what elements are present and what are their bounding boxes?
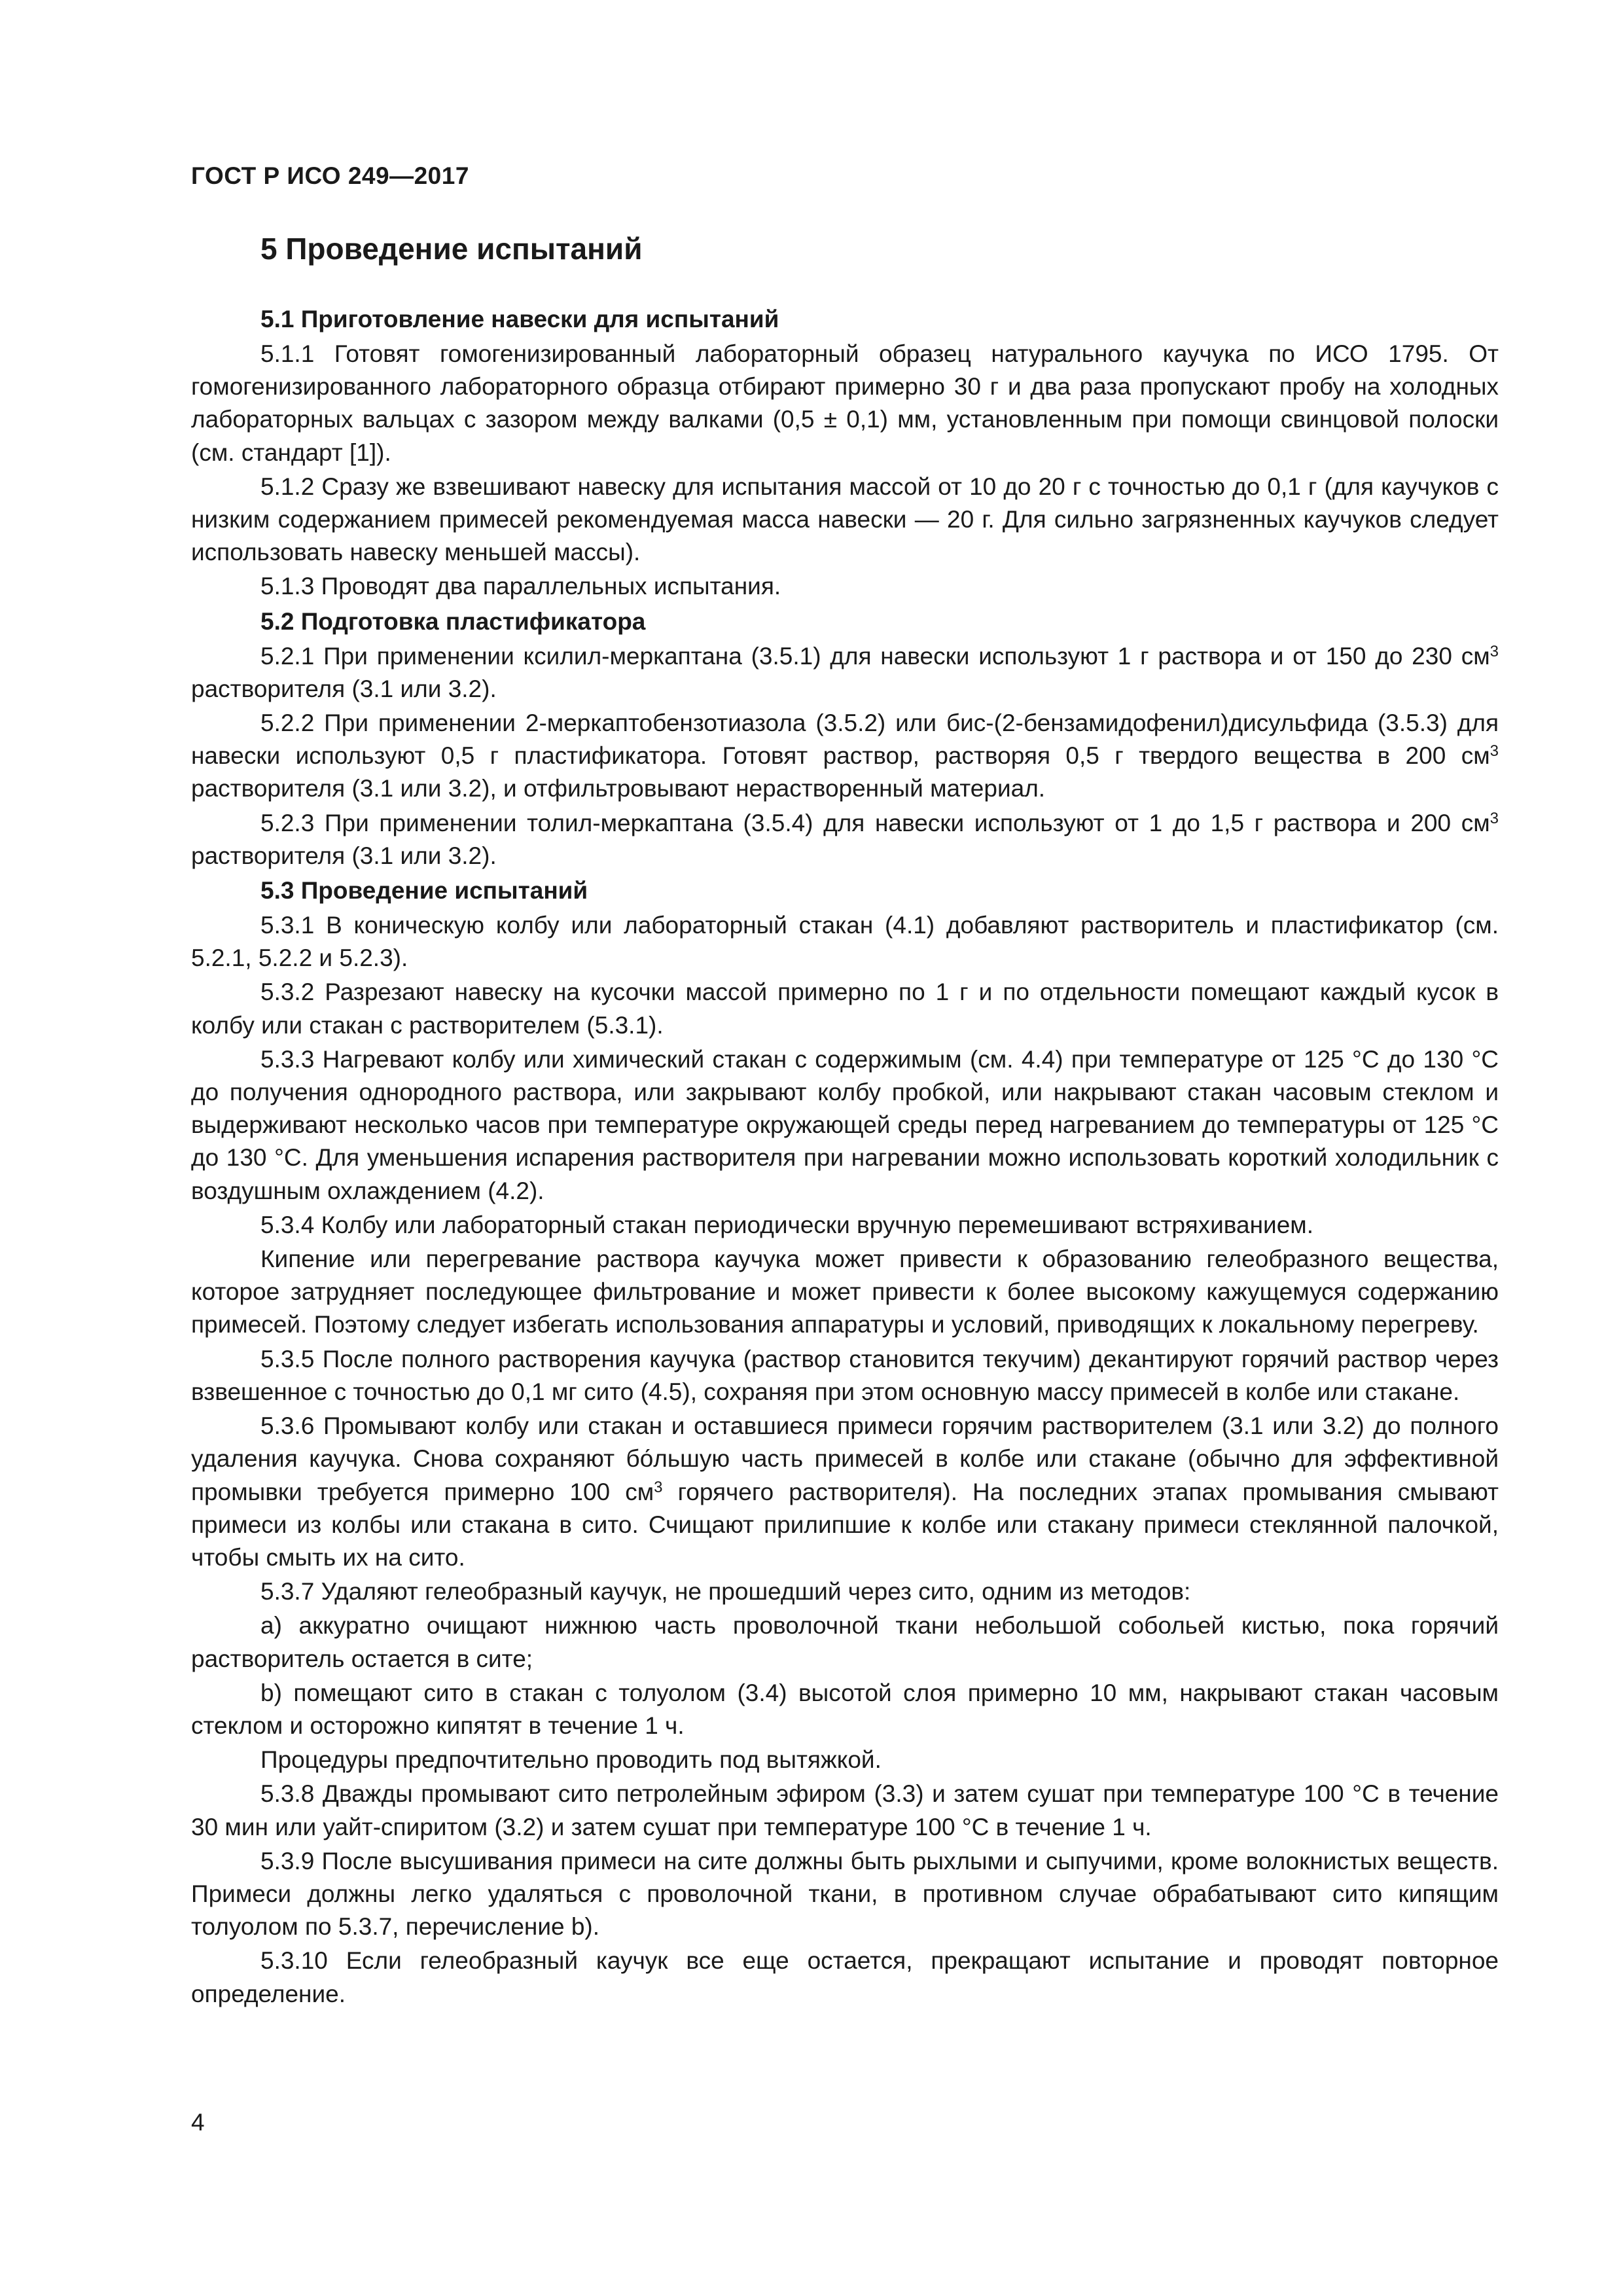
subsection-title-5-1: 5.1 Приготовление навески для испытаний xyxy=(260,306,779,332)
paragraph-5-2-3: 5.2.3 При применении толил-меркаптана (3.5.4) для навески используют от 1 до 1,5 г раствора и 200 $см^3$ растворителя (3.1 или 3.2). xyxy=(191,809,1499,869)
paragraph-5-3-4: 5.3.4 Колбу или лабораторный стакан периодически вручную перемешивают встряхиванием. xyxy=(260,1211,1313,1238)
paragraph-5-3-9: 5.3.9 После высушивания примеси на сите должны быть рыхлыми и сыпучими, кроме волокнистых веществ. Примеси должны легко удаляться с проволочной ткани, в противном случае обрабатывают сито кипящим толуолом по 5.3.7, перечисление b). xyxy=(191,1847,1499,1941)
paragraph-5-3-10: 5.3.10 Если гелеобразный каучук все еще остается, прекращают испытание и проводят повторное определение. xyxy=(191,1947,1499,2007)
paragraph-5-3-2: 5.3.2 Разрезают навеску на кусочки массой примерно по 1 г и по отдельности помещают каждый кусок в колбу или стакан с растворителем (5.3.1). xyxy=(191,978,1499,1039)
paragraph-5-1-3: 5.1.3 Проводят два параллельных испытания. xyxy=(260,573,781,600)
paragraph-5-2-1: 5.2.1 При применении ксилил-меркаптана (3.5.1) для навески используют 1 г раствора и от 150 до 230 $см^3$ растворителя (3.1 или 3.2). xyxy=(191,642,1499,702)
paragraph-5-3-7-note: Процедуры предпочтительно проводить под вытяжкой. xyxy=(260,1746,882,1774)
paragraph-5-3-7: 5.3.7 Удаляют гелеобразный каучук, не прошедший через сито, одним из методов: xyxy=(260,1578,1191,1605)
page-number: 4 xyxy=(191,2109,205,2136)
paragraph-5-3-6: 5.3.6 Промывают колбу или стакан и оставшиеся примеси горячим растворителем (3.1 или 3.2) до полного удаления каучука. Снова сохраняют бо́льшую часть примесей в колбе или стакане (обычно для эффективной промывки требуется примерно 100 $см^3$ горячего растворителя). На последних этапах промывания смывают примеси из колбы или стакана в сито. Счищают прилипшие к колбе или стакану примеси стеклянной палочкой, чтобы смыть их на сито. xyxy=(191,1412,1499,1571)
paragraph-5-3-8: 5.3.8 Дважды промывают сито петролейным эфиром (3.3) и затем сушат при температуре 100 °С в течение 30 мин или уайт-спиритом (3.2) и затем сушат при температуре 100 °С в течение 1 ч. xyxy=(191,1780,1499,1840)
paragraph-5-2-2: 5.2.2 При применении 2-меркаптобензотиазола (3.5.2) или бис-(2-бензамидофенил)дисульфида (3.5.3) для навески используют 0,5 г пластификатора. Готовят раствор, растворяя 0,5 г твердого вещества в 200 $см^3$ растворителя (3.1 или 3.2), и отфильтровывают нерастворенный материал. xyxy=(191,709,1499,802)
document-code-header: ГОСТ Р ИСО 249—2017 xyxy=(191,162,469,189)
paragraph-5-3-1: 5.3.1 В коническую колбу или лабораторный стакан (4.1) добавляют растворитель и пластификатор (см. 5.2.1, 5.2.2 и 5.2.3). xyxy=(191,912,1499,972)
paragraph-5-3-3: 5.3.3 Нагревают колбу или химический стакан с содержимым (см. 4.4) при температуре от 125 °С до 130 °С до получения однородного раствора, или закрывают колбу пробкой, или накрывают стакан часовым стеклом и выдерживают несколько часов при температуре окружающей среды перед нагреванием до температуры от 125 °С до 130 °С. Для уменьшения испарения растворителя при нагревании можно использовать короткий холодильник с воздушным охлаждением (4.2). xyxy=(191,1045,1499,1204)
paragraph-5-3-4-note: Кипение или перегревание раствора каучука может привести к образованию гелеобразного вещества, которое затрудняет последующее фильтрование и может привести к более высокому кажущемуся содержанию примесей. Поэтому следует избегать использования аппаратуры и условий, приводящих к локальному перегреву. xyxy=(191,1246,1499,1338)
paragraph-5-1-1: 5.1.1 Готовят гомогенизированный лабораторный образец натурального каучука по ИСО 1795. От гомогенизированного лабораторного образца отбирают примерно 30 г и два раза пропускают пробу на холодных лабораторных вальцах с зазором между валками (0,5 ± 0,1) мм, установленным при помощи свинцовой полоски (см. стандарт [1]). xyxy=(191,340,1499,466)
paragraph-5-3-5: 5.3.5 После полного растворения каучука (раствор становится текучим) декантируют горячий раствор через взвешенное с точностью до 0,1 мг сито (4.5), сохраняя при этом основную массу примесей в колбе или стакане. xyxy=(191,1345,1499,1405)
list-item-a: а) аккуратно очищают нижнюю часть проволочной ткани небольшой собольей кистью, пока горячий растворитель остается в сите; xyxy=(191,1612,1499,1672)
subsection-title-5-2: 5.2 Подготовка пластификатора xyxy=(260,607,646,635)
section-title: 5 Проведение испытаний xyxy=(260,232,643,266)
list-item-b: b) помещают сито в стакан с толуолом (3.4) высотой слоя примерно 10 мм, накрывают стакан часовым стеклом и осторожно кипятят в течение 1 ч. xyxy=(191,1679,1499,1739)
paragraph-5-1-2: 5.1.2 Сразу же взвешивают навеску для испытания массой от 10 до 20 г с точностью до 0,1 г (для каучуков с низким содержанием примесей рекомендуемая масса навески — 20 г. Для сильно загрязненных каучуков следует использовать навеску меньшей массы). xyxy=(191,473,1499,566)
subsection-title-5-3: 5.3 Проведение испытаний xyxy=(260,877,588,905)
document-body xyxy=(191,229,1499,2012)
